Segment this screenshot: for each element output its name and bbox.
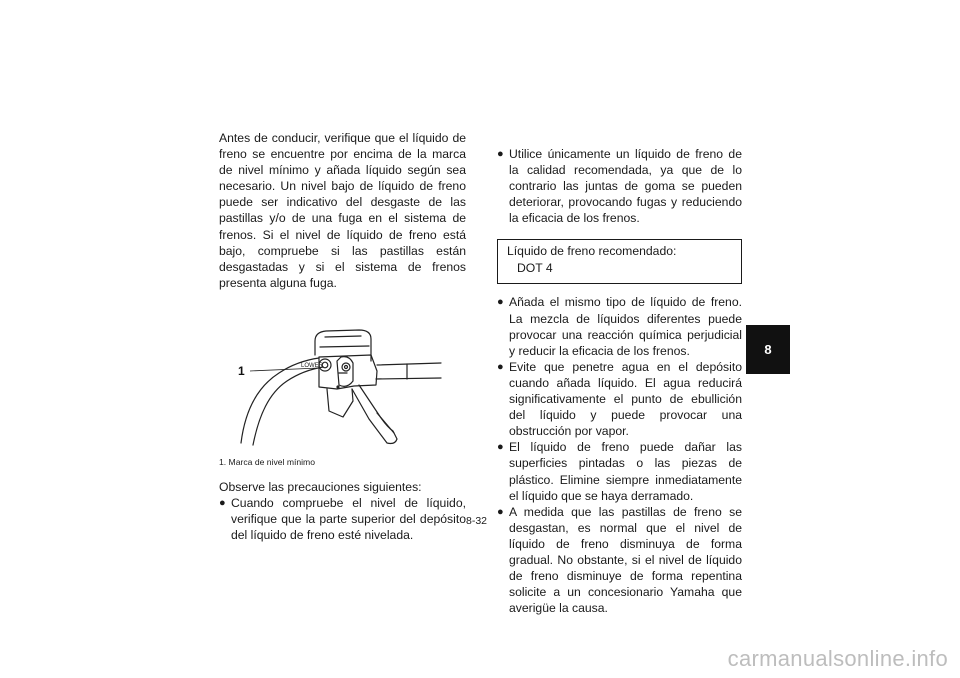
watermark: carmanualsonline.info <box>727 646 948 671</box>
recommended-fluid-label: Líquido de freno recomendado: <box>507 244 677 259</box>
right-column <box>497 146 742 616</box>
figure-caption: 1. Marca de nivel mínimo <box>219 456 315 467</box>
bullet-item <box>497 504 742 617</box>
bullet-text: Evite que penetre agua en el depósito cuando añada líquido. El agua reducirá significativamente el punto de ebullición del líquido y puede provocar una obstrucción por vapor. <box>509 359 742 439</box>
page-number: 8-32 <box>466 515 488 527</box>
bullet-text: Utilice únicamente un líquido de freno de la calidad recomendada, ya que de lo contrario las juntas de goma se pueden deteriorar, provocando fugas y reduciendo la eficacia de los frenos. <box>509 147 742 226</box>
chapter-tab: 8 <box>746 325 790 374</box>
bullet-icon: ● <box>497 505 504 518</box>
bullet-icon: ● <box>497 148 504 160</box>
bullet-item <box>219 495 466 543</box>
bullet-text: A medida que las pastillas de freno se desgastan, es normal que el nivel de líquido de freno disminuya de forma gradual. No obstante, si el nivel de líquido de freno disminuye de forma repentina solicite a un concesionario Yamaha que averigüe la causa. <box>509 504 742 616</box>
bullet-icon: ● <box>497 360 504 373</box>
recommended-fluid-value: DOT 4 <box>517 260 553 275</box>
precautions-title: Observe las precauciones siguientes: <box>219 479 422 494</box>
callout-number: 1 <box>238 363 245 378</box>
bullet-item <box>497 439 742 503</box>
bullet-item <box>497 359 742 439</box>
bullet-icon: ● <box>497 296 504 309</box>
brake-reservoir-drawing <box>219 329 466 451</box>
bullet-item <box>497 294 742 358</box>
bullet-text: Añada el mismo tipo de líquido de freno. La mezcla de líquidos diferentes puede provocar una reacción química perjudicial y reducir la eficacia de los frenos. <box>509 295 742 358</box>
recommended-fluid-box <box>497 239 742 284</box>
intro-paragraph: Antes de conducir, verifique que el líquido de freno se encuentre por encima de la marca de nivel mínimo y añada líquido según sea necesario. Un nivel bajo de líquido de freno puede ser indicativo del desgaste de las pastillas y/o de una fuga en el sistema de frenos. Si el nivel de líquido de freno está bajo, compruebe si las pastillas están desgastadas y si el sistema de frenos presenta alguna fuga. <box>219 131 466 290</box>
bullet-icon: ● <box>219 497 226 510</box>
left-column <box>219 130 466 543</box>
bullet-text: El líquido de freno puede dañar las superficies pintadas o las piezas de plástico. Elimine siempre inmediatamente el líquido que se haya derramado. <box>509 440 742 503</box>
bullet-item <box>497 146 742 226</box>
bullet-icon: ● <box>497 441 504 454</box>
lower-mark-label: LOWER <box>301 362 324 369</box>
brake-reservoir-illustration <box>219 329 466 451</box>
bullet-text: Cuando compruebe el nivel de líquido, verifique que la parte superior del depósito del líquido de freno esté nivelada. <box>231 496 466 543</box>
